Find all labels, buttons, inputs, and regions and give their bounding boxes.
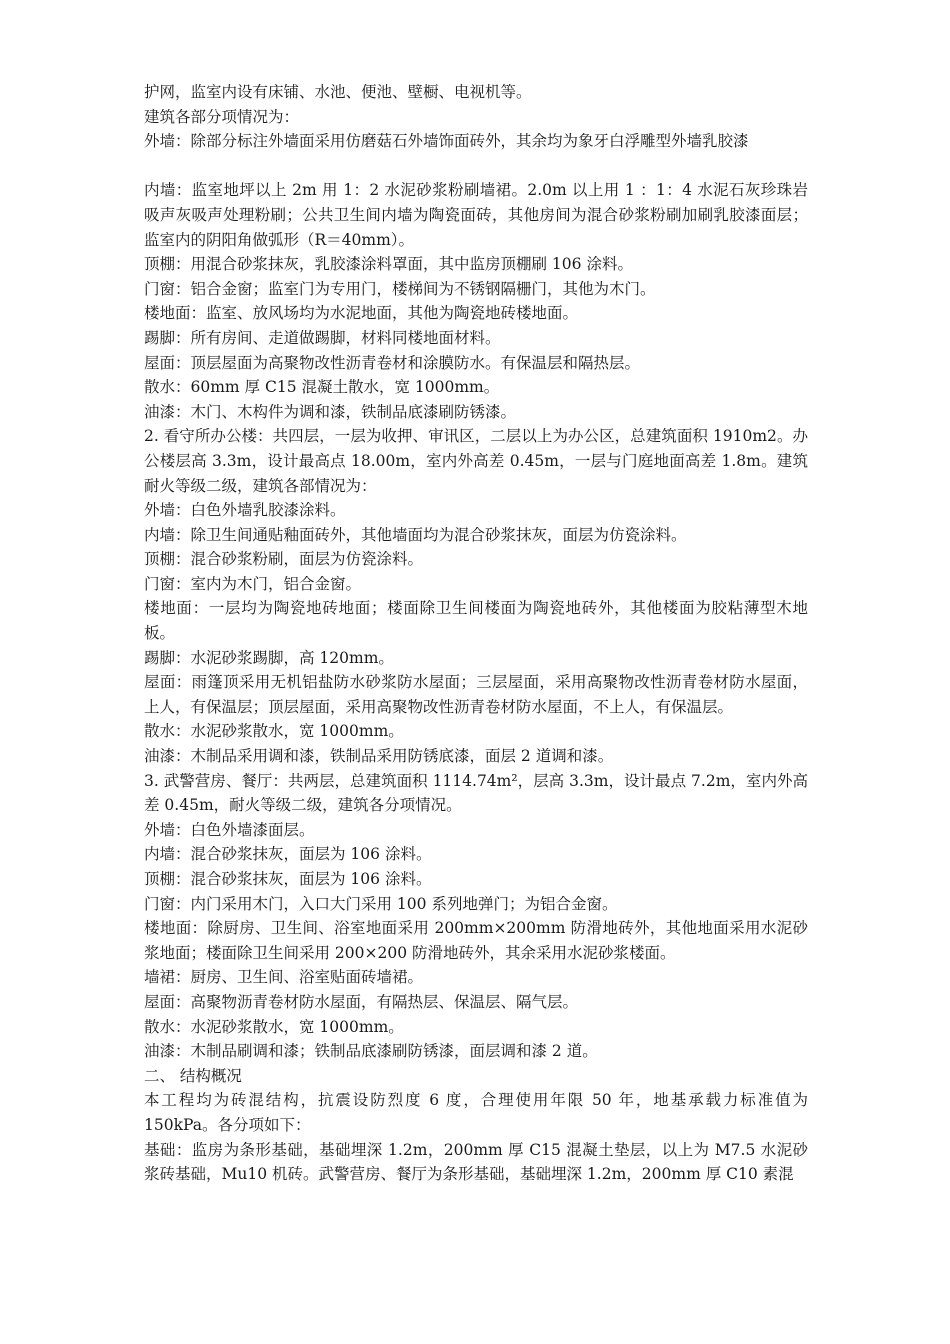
paragraph: 门窗：铝合金窗；监室门为专用门，楼梯间为不锈钢隔栅门，其他为木门。 [144,279,656,298]
paragraph: 外墙：白色外墙漆面层。 [144,820,315,839]
paragraph: 屋面：雨篷顶采用无机铝盐防水砂浆防水屋面；三层屋面，采用高聚物改性沥青卷材防水屋面，上人，有保温层；顶层屋面，采用高聚物改性沥青卷材防水屋面，不上人，有保温层。 [144,673,808,716]
paragraph: 踢脚：所有房间、走道做踢脚，材料同楼地面材料。 [144,328,501,347]
paragraph: 顶棚：混合砂浆抹灰，面层为 106 涂料。 [144,870,432,888]
paragraph: 外墙：除部分标注外墙面采用仿磨菇石外墙饰面砖外，其余均为象牙白浮雕型外墙乳胶漆 [144,132,749,151]
paragraph: 楼地面：除厨房、卫生间、浴室地面采用 200mm×200mm 防滑地砖外，其他地面采用水泥砂浆地面；楼面除卫生间采用 200×200 防滑地砖外，其余采用水泥砂浆楼面。 [144,919,808,962]
paragraph: 油漆：木制品刷调和漆；铁制品底漆刷防锈漆，面层调和漆 2 道。 [144,1042,598,1061]
paragraph: 屋面：高聚物沥青卷材防水屋面，有隔热层、保温层、隔气层。 [144,992,579,1011]
paragraph: 门窗：室内为木门，铝合金窗。 [144,574,362,593]
paragraph: 2. 看守所办公楼：共四层，一层为收押、审讯区，二层以上为办公区，总建筑面积 1910m2。办公楼层高 3.3m，设计最高点 18.00m，室内外高差 0.45m，一层与门庭地面高差 1.8m。建筑耐火等级二级，建筑各部情况为： [144,427,808,495]
paragraph: 散水：水泥砂浆散水，宽 1000mm。 [144,1017,404,1036]
paragraph: 外墙：白色外墙乳胶漆涂料。 [144,501,346,520]
paragraph: 楼地面：一层均为陶瓷地砖地面；楼面除卫生间楼面为陶瓷地砖外，其他楼面为胶粘薄型木地板。 [144,599,808,643]
paragraph: 本工程均为砖混结构，抗震设防烈度 6 度，合理使用年限 50 年，地基承载力标准值为 150kPa。各分项如下： [144,1091,808,1134]
blank-line [144,154,808,179]
paragraph: 顶棚：混合砂浆粉刷，面层为仿瓷涂料。 [144,550,424,569]
paragraph: 基础：监房为条形基础，基础埋深 1.2m，200mm 厚 C15 混凝土垫层，以上为 M7.5 水泥砂浆砖基础，Mu10 机砖。武警营房、餐厅为条形基础，基础埋深 1.2m，200mm 厚 C10 素混 [144,1140,808,1184]
paragraph: 散水：水泥砂浆散水，宽 1000mm。 [144,722,404,741]
paragraph: 墙裙：厨房、卫生间、浴室贴面砖墙裙。 [144,968,424,987]
paragraph: 门窗：内门采用木门，入口大门采用 100 系列地弹门；为铝合金窗。 [144,894,618,913]
paragraph: 3. 武警营房、餐厅：共两层，总建筑面积 1114.74m²，层高 3.3m，设计最点 7.2m，室内外高差 0.45m，耐火等级二级，建筑各分项情况。 [144,771,808,815]
paragraph: 屋面：顶层屋面为高聚物改性沥青卷材和涂膜防水。有保温层和隔热层。 [144,353,641,372]
paragraph: 内墙：监室地坪以上 2m 用 1：2 水泥砂浆粉刷墙裙。2.0m 以上用 1 ：1：4 水泥石灰珍珠岩吸声灰吸声处理粉刷；公共卫生间内墙为陶瓷面砖，其他房间为混合砂浆粉刷加刷乳胶漆面层；监室内的阴阳角做弧形（R＝40mm）。 [144,181,808,249]
paragraph: 踢脚：水泥砂浆踢脚，高 120mm。 [144,648,394,667]
paragraph: 内墙：混合砂浆抹灰，面层为 106 涂料。 [144,845,432,864]
paragraph: 二、 结构概况 [144,1066,242,1085]
paragraph: 楼地面：监室、放风场均为水泥地面，其他为陶瓷地砖楼地面。 [144,304,579,323]
paragraph: 顶棚：用混合砂浆抹灰，乳胶漆涂料罩面，其中监房顶棚刷 106 涂料。 [144,255,633,274]
paragraph: 油漆：木门、木构件为调和漆，铁制品底漆刷防锈漆。 [144,402,517,421]
paragraph: 内墙：除卫生间通贴釉面砖外，其他墙面均为混合砂浆抹灰，面层为仿瓷涂料。 [144,525,687,544]
paragraph: 护网，监室内设有床铺、水池、便池、壁橱、电视机等。 [144,83,532,101]
paragraph: 油漆：木制品采用调和漆，铁制品采用防锈底漆，面层 2 道调和漆。 [144,747,614,766]
paragraph: 散水：60mm 厚 C15 混凝土散水，宽 1000mm。 [144,378,500,397]
paragraph: 建筑各部分项情况为： [144,107,300,126]
document-page [144,80,808,1187]
